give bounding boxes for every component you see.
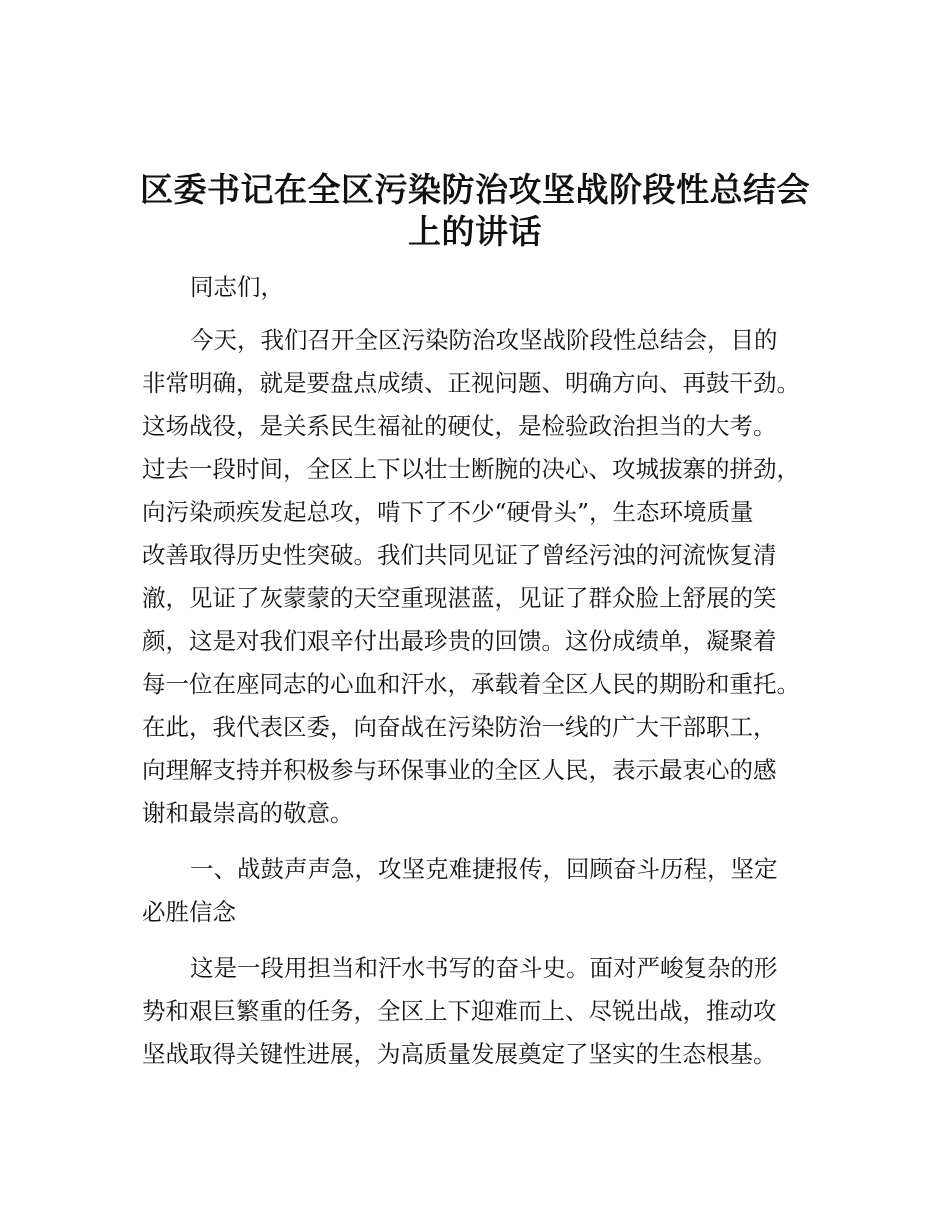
- paragraph-1-line: 非常明确，就是要盘点成绩、正视问题、明确方向、再鼓干劲。: [142, 369, 800, 397]
- paragraph-1-line: 过去一段时间，全区上下以壮士断腕的决心、攻城拔寨的拼劲，: [142, 455, 800, 483]
- paragraph-1-line: 向污染顽疾发起总攻，啃下了不少“硬骨头”，生态环境质量: [142, 498, 754, 526]
- paragraph-1-line: 这场战役，是关系民生福祉的硬仗，是检验政治担当的大考。: [142, 412, 777, 440]
- paragraph-1-line: 今天，我们召开全区污染防治攻坚战阶段性总结会，目的: [190, 326, 778, 354]
- section-heading-1-line: 必胜信念: [142, 898, 236, 926]
- paragraph-1-line: 在此，我代表区委，向奋战在污染防治一线的广大干部职工，: [142, 713, 777, 741]
- document-title-line-1: 区委书记在全区污染防治攻坚战阶段性总结会: [140, 170, 810, 209]
- salutation: 同志们，: [190, 273, 284, 301]
- paragraph-1-line: 每一位在座同志的心血和汗水，承载着全区人民的期盼和重托。: [142, 670, 800, 698]
- paragraph-2-line: 这是一段用担当和汗水书写的奋斗史。面对严峻复杂的形: [190, 954, 778, 982]
- document-title-line-2: 上的讲话: [408, 212, 542, 251]
- paragraph-2-line: 势和艰巨繁重的任务，全区上下迎难而上、尽锐出战，推动攻: [142, 997, 777, 1025]
- paragraph-1-line: 颜，这是对我们艰辛付出最珍贵的回馈。这份成绩单，凝聚着: [142, 627, 777, 655]
- paragraph-1-line: 向理解支持并积极参与环保事业的全区人民，表示最衷心的感: [142, 756, 777, 784]
- paragraph-1-line: 澈，见证了灰蒙蒙的天空重现湛蓝，见证了群众脸上舒展的笑: [142, 584, 777, 612]
- paragraph-2-line: 坚战取得关键性进展，为高质量发展奠定了坚实的生态根基。: [142, 1040, 777, 1068]
- paragraph-1-line: 改善取得历史性突破。我们共同见证了曾经污浊的河流恢复清: [142, 541, 777, 569]
- section-heading-1-line: 一、战鼓声声急，攻坚克难捷报传，回顾奋斗历程，坚定: [190, 855, 778, 883]
- paragraph-1-line: 谢和最崇高的敬意。: [142, 799, 354, 827]
